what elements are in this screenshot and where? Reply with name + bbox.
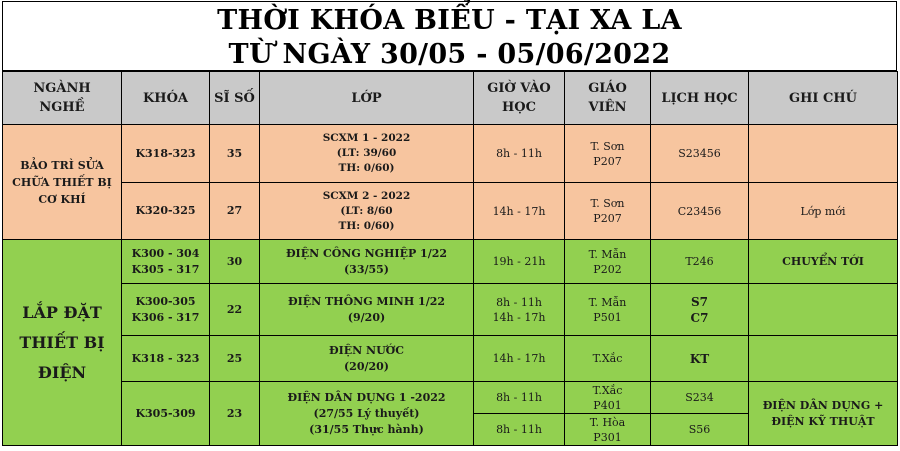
table-row <box>3 240 898 284</box>
major-cell: LẮP ĐẶT THIẾT BỊ ĐIỆN <box>3 240 122 446</box>
khoa-cell: K318 - 323 <box>122 336 210 382</box>
gv-cell: T. Sơn P207 <box>565 125 651 183</box>
table-row <box>3 382 898 414</box>
header-giao-vien: GIÁO VIÊN <box>565 72 651 125</box>
header-khoa: KHÓA <box>122 72 210 125</box>
gio-cell: 14h - 17h <box>474 336 565 382</box>
gio-cell: 14h - 17h <box>474 183 565 240</box>
gv-cell: T. Mẫn P501 <box>565 284 651 336</box>
table-row <box>3 284 898 336</box>
gio-cell: 19h - 21h <box>474 240 565 284</box>
lich-cell: C23456 <box>651 183 749 240</box>
title-line-2: TỪ NGÀY 30/05 - 05/06/2022 <box>228 39 671 70</box>
lop-cell: SCXM 1 - 2022 (LT: 39/60 TH: 0/60) <box>260 125 474 183</box>
header-lich-hoc: LỊCH HỌC <box>651 72 749 125</box>
si-so-cell: 25 <box>210 336 260 382</box>
gv-cell: T.Xắc P401 <box>565 382 651 414</box>
ghi-chu-cell: ĐIỆN DÂN DỤNG + ĐIỆN KỸ THUẬT <box>749 382 898 446</box>
header-gio-vao-hoc: GIỜ VÀO HỌC <box>474 72 565 125</box>
lop-cell: ĐIỆN CÔNG NGHIỆP 1/22 (33/55) <box>260 240 474 284</box>
header-si-so: SĨ SỐ <box>210 72 260 125</box>
khoa-cell: K305-309 <box>122 382 210 446</box>
gio-cell: 8h - 11h 14h - 17h <box>474 284 565 336</box>
header-row <box>3 72 898 125</box>
khoa-cell: K318-323 <box>122 125 210 183</box>
khoa-cell: K300 - 304 K305 - 317 <box>122 240 210 284</box>
lop-cell: ĐIỆN NƯỚC (20/20) <box>260 336 474 382</box>
si-so-cell: 35 <box>210 125 260 183</box>
si-so-cell: 23 <box>210 382 260 446</box>
khoa-cell: K320-325 <box>122 183 210 240</box>
gv-cell: T. Sơn P207 <box>565 183 651 240</box>
gio-cell: 8h - 11h <box>474 414 565 446</box>
lich-cell: T246 <box>651 240 749 284</box>
header-lop: LỚP <box>260 72 474 125</box>
header-nganh-nghe: NGÀNH NGHỀ <box>3 72 122 125</box>
schedule-table <box>2 71 898 446</box>
table-row <box>3 125 898 183</box>
si-so-cell: 27 <box>210 183 260 240</box>
gv-cell: T. Hòa P301 <box>565 414 651 446</box>
lop-cell: SCXM 2 - 2022 (LT: 8/60 TH: 0/60) <box>260 183 474 240</box>
lich-cell: KT <box>651 336 749 382</box>
title-box <box>2 1 897 71</box>
header-ghi-chu: GHI CHÚ <box>749 72 898 125</box>
gv-cell: T.Xắc <box>565 336 651 382</box>
ghi-chu-cell: CHUYỂN TỚI <box>749 240 898 284</box>
lop-cell: ĐIỆN THÔNG MINH 1/22 (9/20) <box>260 284 474 336</box>
lich-cell: S23456 <box>651 125 749 183</box>
lich-cell: S7 C7 <box>651 284 749 336</box>
khoa-cell: K300-305 K306 - 317 <box>122 284 210 336</box>
lich-cell: S56 <box>651 414 749 446</box>
ghi-chu-cell <box>749 284 898 336</box>
table-row <box>3 183 898 240</box>
si-so-cell: 22 <box>210 284 260 336</box>
lop-cell: ĐIỆN DÂN DỤNG 1 -2022 (27/55 Lý thuyết) (31/55 Thực hành) <box>260 382 474 446</box>
ghi-chu-cell <box>749 336 898 382</box>
gio-cell: 8h - 11h <box>474 382 565 414</box>
gv-cell: T. Mẫn P202 <box>565 240 651 284</box>
ghi-chu-cell <box>749 125 898 183</box>
gio-cell: 8h - 11h <box>474 125 565 183</box>
major-cell: BẢO TRÌ SỬA CHỮA THIẾT BỊ CƠ KHÍ <box>3 125 122 240</box>
si-so-cell: 30 <box>210 240 260 284</box>
lich-cell: S234 <box>651 382 749 414</box>
title-line-1: THỜI KHÓA BIỂU - TẠI XA LA <box>217 5 682 36</box>
ghi-chu-cell: Lớp mới <box>749 183 898 240</box>
table-row <box>3 336 898 382</box>
